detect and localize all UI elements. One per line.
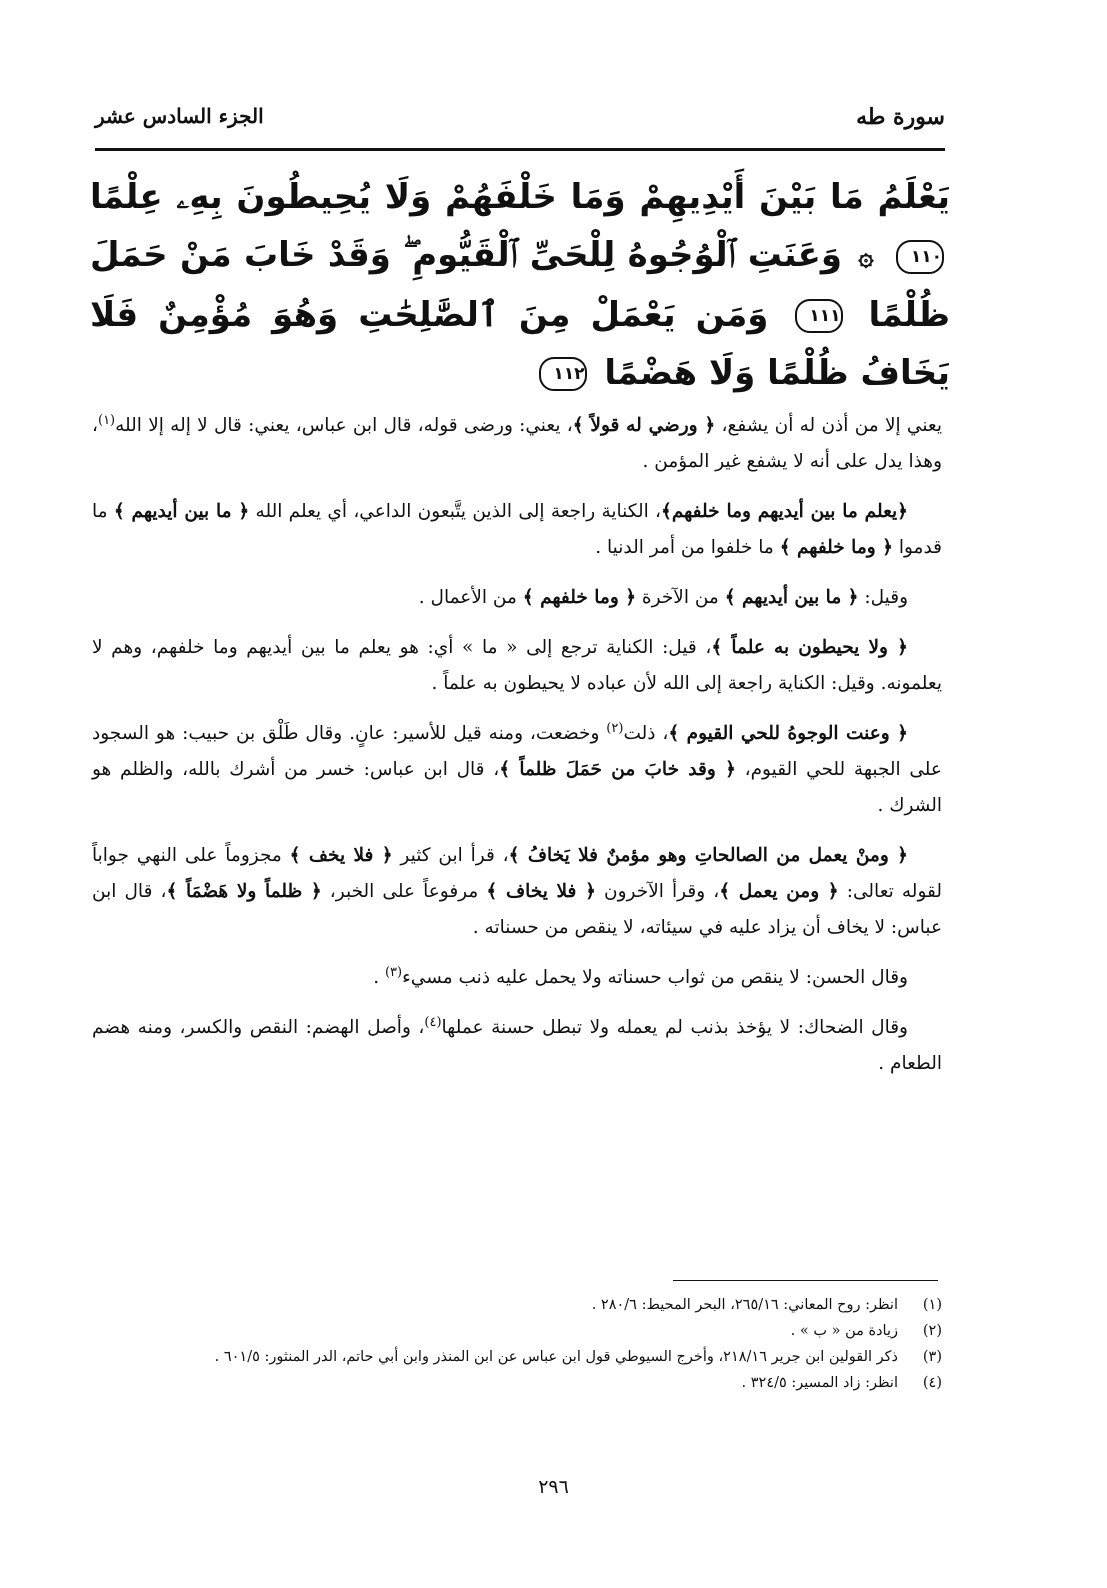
- quran-verses: [90, 168, 950, 402]
- quoted-verse: ﴿ ما بين أيديهم ﴾: [113, 501, 250, 522]
- quoted-verse: ﴿ ما بين أيديهم ﴾: [724, 587, 859, 608]
- footnote-ref-3[interactable]: (٣): [384, 964, 403, 980]
- text: ، قرأ ابن كثير: [392, 845, 509, 866]
- text: وقال الضحاك: لا يؤخذ بذنب لم يعمله ولا تبطل حسنة عملها: [441, 1017, 908, 1038]
- text: وقال الحسن: لا ينقص من ثواب حسناته ولا يحمل عليه ذنب مسيء: [402, 967, 908, 988]
- paragraph-4: [92, 630, 942, 702]
- quoted-verse: ﴿ فلا يخف ﴾: [289, 845, 393, 866]
- paragraph-8: [92, 1010, 942, 1082]
- text: من الأعمال .: [418, 587, 523, 608]
- text: ، قال ابن عباس: لا يخاف أن يزاد عليه في سيئاته، لا ينقص من حسناته .: [92, 881, 942, 938]
- text: يعني إلا من أذن له أن يشفع،: [715, 415, 942, 436]
- verse-111-text: وَعَنَتِ ٱلْوُجُوهُ لِلْحَىِّ ٱلْقَيُّومِ ۖ وَقَدْ خَابَ مَنْ حَمَلَ ظُلْمًا: [90, 235, 951, 335]
- ayah-number-110: ١١٠: [896, 240, 944, 274]
- quoted-verse: ﴿ وما خلفهم ﴾: [779, 537, 893, 558]
- quoted-verse: ﴿ ومن يعمل ﴾: [719, 881, 839, 902]
- footnote-1: [92, 1292, 942, 1318]
- quoted-verse: ﴿ فلا يخاف ﴾: [486, 881, 596, 902]
- quoted-verse: ﴿ ومنْ يعمل من الصالحاتِ وهو مؤمنٌ فلا يَخافُ ﴾: [508, 845, 908, 866]
- text: ، يعني: ورضى قوله، قال ابن عباس، يعني: قال لا إله إلا الله: [115, 415, 573, 436]
- surah-title: سورة طه: [856, 104, 945, 130]
- hizb-marker-icon: ۞: [858, 241, 874, 272]
- quoted-verse: ﴿ ولا يحيطون به علماً ﴾: [711, 637, 908, 658]
- text: من الآخرة: [636, 587, 725, 608]
- text: ، الكناية راجعة إلى الذين يتَّبعون الداعي، أي يعلم الله: [249, 501, 661, 522]
- text: ، وقرأ الآخرون: [595, 881, 720, 902]
- quoted-verse: ﴿ وعنت الوجوهُ للحي القيوم ﴾: [668, 723, 908, 744]
- footnote-ref-4[interactable]: (٤): [424, 1014, 442, 1030]
- text: ، وأصل الهضم: النقص والكسر، ومنه هضم الطعام .: [92, 1017, 942, 1074]
- juz-title: الجزء السادس عشر: [95, 104, 264, 128]
- ayah-number-111: ١١١: [795, 299, 843, 333]
- quoted-verse: ﴿يعلم ما بين أيديهم وما خلفهم﴾: [661, 501, 908, 522]
- quoted-verse: ﴿ ظلماً ولا هَضْمَاً ﴾: [166, 881, 322, 902]
- footnote-3: [92, 1344, 942, 1370]
- commentary-body: [92, 408, 942, 1096]
- text: وخضعت، ومنه قيل للأسير: عانٍ. وقال طَلْق بن حبيب: هو السجود على الجبهة للحي القيوم،: [92, 723, 942, 780]
- verse-110-text: يَعْلَمُ مَا بَيْنَ أَيْدِيهِمْ وَمَا خَلْفَهُمْ وَلَا يُحِيطُونَ بِهِۦ عِلْمًا: [90, 177, 950, 217]
- quoted-verse: ﴿ وما خلفهم ﴾: [522, 587, 637, 608]
- page-header: [95, 100, 945, 151]
- footnote-divider: [673, 1280, 938, 1281]
- text: ، قيل: الكناية ترجع إلى « ما » أي: هو يعلم ما بين أيديهم وما خلفهم، وهم لا يعلمونه. وقيل: الكناية راجعة إلى الله لأن عباده لا يحيطون به علماً .: [92, 637, 942, 694]
- text: مرفوعاً على الخبر،: [321, 881, 487, 902]
- text: ما قدموا: [92, 501, 942, 558]
- footnotes: [92, 1292, 942, 1396]
- footnote-number: (١): [922, 1297, 942, 1313]
- footnote-text: زيادة من « ب » .: [790, 1323, 898, 1339]
- text: ما خلفوا من أمر الدنيا .: [595, 537, 780, 558]
- footnote-number: (٢): [922, 1323, 942, 1339]
- page-number: ٢٩٦: [538, 1476, 569, 1498]
- text: ، ذلت: [623, 723, 669, 744]
- footnote-number: (٤): [922, 1375, 942, 1391]
- quoted-verse: ﴿ وقد خابَ من حَمَلَ ظلماً ﴾: [499, 759, 736, 780]
- footnote-ref-1[interactable]: (١): [97, 412, 116, 428]
- text: ، وهذا يدل على أنه لا يشفع غير المؤمن .: [92, 415, 942, 472]
- text: ، قال ابن عباس: خسر من أشرك بالله، والظلم هو الشرك .: [92, 759, 942, 816]
- text: وقيل:: [858, 587, 908, 608]
- footnote-ref-2[interactable]: (٢): [606, 720, 624, 736]
- quoted-verse: ﴿ ورضي له قولاً ﴾: [572, 415, 716, 436]
- text: مجزوماً على النهي جواباً لقوله تعالى:: [92, 845, 942, 902]
- paragraph-2: [92, 494, 942, 566]
- footnote-2: [92, 1318, 942, 1344]
- footnote-number: (٣): [922, 1349, 942, 1365]
- footnote-text: انظر: روح المعاني: ٢٦٥/١٦، البحر المحيط: ٢٨٠/٦ .: [591, 1297, 898, 1313]
- ayah-number-112: ١١٢: [539, 357, 587, 391]
- text: .: [373, 967, 385, 988]
- paragraph-6: [92, 838, 942, 946]
- paragraph-7: [92, 960, 942, 996]
- footnote-4: [92, 1370, 942, 1396]
- paragraph-5: [92, 716, 942, 824]
- paragraph-3: [92, 580, 942, 616]
- footnote-text: انظر: زاد المسير: ٣٢٤/٥ .: [741, 1375, 898, 1391]
- verse-112-text: وَمَن يَعْمَلْ مِنَ ٱلصَّٰلِحَٰتِ وَهُوَ مُؤْمِنٌ فَلَا يَخَافُ ظُلْمًا وَلَا هَضْمًا: [90, 294, 950, 393]
- paragraph-1: [92, 408, 942, 480]
- footnote-text: ذكر القولين ابن جرير ٢١٨/١٦، وأخرج السيوطي قول ابن عباس عن ابن المنذر وابن أبي حاتم، الدر المنثور: ٦٠١/٥ .: [214, 1349, 898, 1365]
